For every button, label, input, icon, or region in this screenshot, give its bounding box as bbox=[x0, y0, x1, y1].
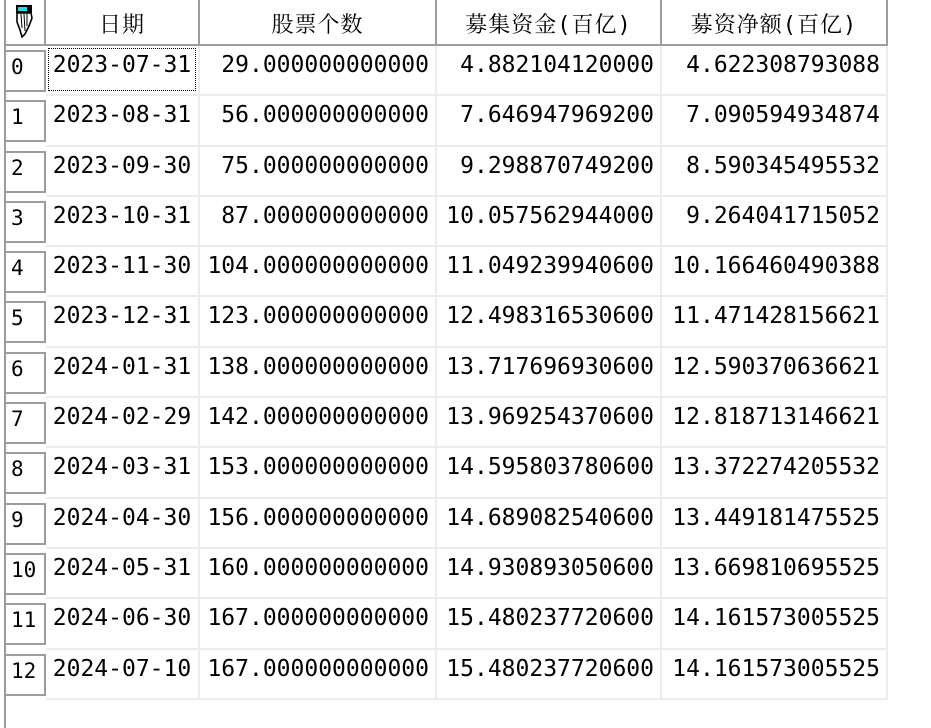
column-header-count[interactable]: 股票个数 bbox=[200, 0, 437, 46]
raised-cell[interactable]: 7.646947969200 bbox=[437, 96, 662, 146]
date-cell[interactable]: 2024-03-31 bbox=[46, 448, 200, 498]
date-cell[interactable]: 2023-09-30 bbox=[46, 147, 200, 197]
row-index-cell[interactable]: 0 bbox=[4, 50, 46, 92]
count-cell[interactable]: 138.000000000000 bbox=[200, 348, 437, 398]
count-cell[interactable]: 153.000000000000 bbox=[200, 448, 437, 498]
table-row bbox=[4, 247, 888, 297]
corner-select-all-cell[interactable] bbox=[4, 0, 46, 46]
table-row bbox=[4, 398, 888, 448]
net-cell[interactable]: 7.090594934874 bbox=[662, 96, 888, 146]
spreadsheet bbox=[4, 0, 888, 700]
count-cell[interactable]: 156.000000000000 bbox=[200, 499, 437, 549]
date-cell[interactable]: 2023-12-31 bbox=[46, 297, 200, 347]
net-cell[interactable]: 4.622308793088 bbox=[662, 46, 888, 96]
raised-cell[interactable]: 12.498316530600 bbox=[437, 297, 662, 347]
count-cell[interactable]: 160.000000000000 bbox=[200, 549, 437, 599]
count-cell[interactable]: 123.000000000000 bbox=[200, 297, 437, 347]
raised-cell[interactable]: 10.057562944000 bbox=[437, 197, 662, 247]
table-row bbox=[4, 46, 888, 96]
writing-hand-icon bbox=[12, 4, 36, 38]
net-cell[interactable]: 14.161573005525 bbox=[662, 599, 888, 649]
date-cell[interactable]: 2024-05-31 bbox=[46, 549, 200, 599]
net-cell[interactable]: 13.449181475525 bbox=[662, 499, 888, 549]
count-cell[interactable]: 87.000000000000 bbox=[200, 197, 437, 247]
count-cell[interactable]: 29.000000000000 bbox=[200, 46, 437, 96]
row-index-cell[interactable]: 8 bbox=[4, 452, 46, 494]
row-index-cell[interactable]: 4 bbox=[4, 251, 46, 293]
net-cell[interactable]: 12.818713146621 bbox=[662, 398, 888, 448]
table-row bbox=[4, 147, 888, 197]
raised-cell[interactable]: 14.689082540600 bbox=[437, 499, 662, 549]
date-cell[interactable]: 2024-07-10 bbox=[46, 650, 200, 700]
row-index-cell[interactable]: 1 bbox=[4, 100, 46, 142]
date-cell[interactable]: 2024-06-30 bbox=[46, 599, 200, 649]
net-cell[interactable]: 11.471428156621 bbox=[662, 297, 888, 347]
row-index-cell[interactable]: 7 bbox=[4, 402, 46, 444]
count-cell[interactable]: 142.000000000000 bbox=[200, 398, 437, 448]
date-cell[interactable]: 2023-10-31 bbox=[46, 197, 200, 247]
raised-cell[interactable]: 13.717696930600 bbox=[437, 348, 662, 398]
table-row bbox=[4, 499, 888, 549]
date-cell[interactable]: 2024-01-31 bbox=[46, 348, 200, 398]
date-cell[interactable]: 2023-08-31 bbox=[46, 96, 200, 146]
count-cell[interactable]: 167.000000000000 bbox=[200, 650, 437, 700]
table-row bbox=[4, 348, 888, 398]
raised-cell[interactable]: 14.930893050600 bbox=[437, 549, 662, 599]
table-row bbox=[4, 650, 888, 700]
raised-cell[interactable]: 4.882104120000 bbox=[437, 46, 662, 96]
raised-cell[interactable]: 14.595803780600 bbox=[437, 448, 662, 498]
row-index-cell[interactable]: 10 bbox=[4, 553, 46, 595]
table-body bbox=[4, 46, 888, 700]
row-index-cell[interactable]: 12 bbox=[4, 654, 46, 696]
table-row bbox=[4, 599, 888, 649]
net-cell[interactable]: 13.669810695525 bbox=[662, 549, 888, 599]
table-row bbox=[4, 197, 888, 247]
date-cell[interactable]: 2023-11-30 bbox=[46, 247, 200, 297]
net-cell[interactable]: 13.372274205532 bbox=[662, 448, 888, 498]
row-index-cell[interactable]: 5 bbox=[4, 301, 46, 343]
table-header-row bbox=[4, 0, 888, 46]
column-header-date[interactable]: 日期 bbox=[46, 0, 200, 46]
date-cell[interactable]: 2024-04-30 bbox=[46, 499, 200, 549]
count-cell[interactable]: 104.000000000000 bbox=[200, 247, 437, 297]
raised-cell[interactable]: 11.049239940600 bbox=[437, 247, 662, 297]
table-row bbox=[4, 297, 888, 347]
row-index-cell[interactable]: 11 bbox=[4, 603, 46, 645]
table-row bbox=[4, 549, 888, 599]
row-index-cell[interactable]: 6 bbox=[4, 352, 46, 394]
net-cell[interactable]: 12.590370636621 bbox=[662, 348, 888, 398]
count-cell[interactable]: 167.000000000000 bbox=[200, 599, 437, 649]
date-cell[interactable]: 2023-07-31 bbox=[46, 46, 200, 96]
net-cell[interactable]: 14.161573005525 bbox=[662, 650, 888, 700]
row-index-cell[interactable]: 3 bbox=[4, 201, 46, 243]
net-cell[interactable]: 9.264041715052 bbox=[662, 197, 888, 247]
column-header-raised[interactable]: 募集资金(百亿) bbox=[437, 0, 662, 46]
row-index-cell[interactable]: 2 bbox=[4, 151, 46, 193]
row-index-cell[interactable]: 9 bbox=[4, 503, 46, 545]
net-cell[interactable]: 8.590345495532 bbox=[662, 147, 888, 197]
count-cell[interactable]: 56.000000000000 bbox=[200, 96, 437, 146]
table-row bbox=[4, 448, 888, 498]
column-header-net[interactable]: 募资净额(百亿) bbox=[662, 0, 888, 46]
net-cell[interactable]: 10.166460490388 bbox=[662, 247, 888, 297]
raised-cell[interactable]: 15.480237720600 bbox=[437, 650, 662, 700]
date-cell[interactable]: 2024-02-29 bbox=[46, 398, 200, 448]
raised-cell[interactable]: 13.969254370600 bbox=[437, 398, 662, 448]
count-cell[interactable]: 75.000000000000 bbox=[200, 147, 437, 197]
raised-cell[interactable]: 15.480237720600 bbox=[437, 599, 662, 649]
table-row bbox=[4, 96, 888, 146]
raised-cell[interactable]: 9.298870749200 bbox=[437, 147, 662, 197]
